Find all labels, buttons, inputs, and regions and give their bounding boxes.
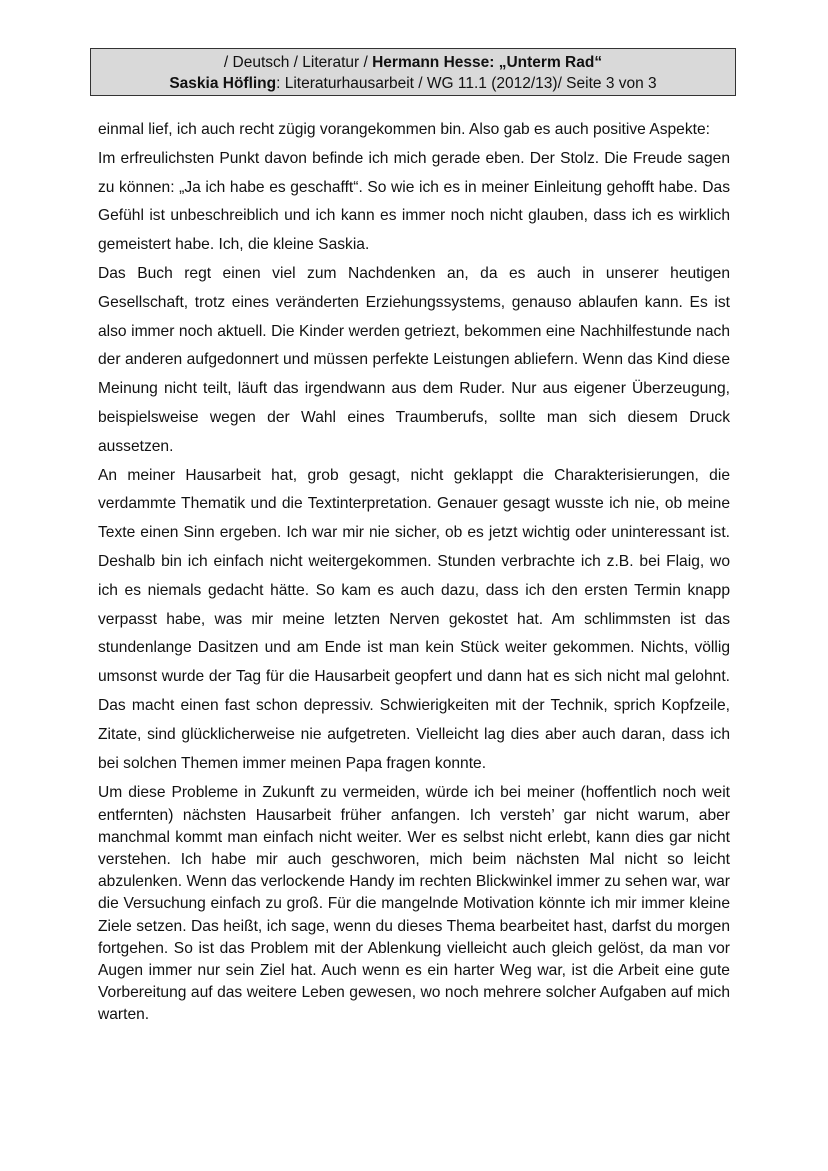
- header-subject: / Deutsch / Literatur /: [223, 54, 373, 71]
- header-line-1: [91, 52, 735, 73]
- paragraph-4: An meiner Hausarbeit hat, grob gesagt, nicht geklappt die Charakterisierungen, die verdammte Thematik und die Textinterpretation. Genauer gesagt wusste ich nie, ob meine Texte einen Sinn ergeben. Ich war mir nie sicher, ob es jetzt wichtig oder uninteressant ist. Deshalb bin ich einfach nicht weitergekommen. Stunden verbrachte ich z.B. bei Flaig, wo ich es niemals gedacht hätte. So kam es auch dazu, dass ich den ersten Termin knapp verpasst habe, was mir meine letzten Nerven gekostet hat. Am schlimmsten ist das stundenlange Dasitzen und am Ende ist man kein Stück weiter gekommen. Nichts, völlig umsonst wurde der Tag für die Hausarbeit geopfert und dann hat es sich nicht mal gelohnt. Das macht einen fast schon depressiv. Schwierigkeiten mit der Technik, sprich Kopfzeile, Zitate, sind glücklicherweise nie aufgetreten. Vielleicht lag dies aber auch daran, dass ich bei solchen Themen immer meinen Papa fragen konnte.: [98, 466, 730, 772]
- paragraph-5: Um diese Probleme in Zukunft zu vermeiden, würde ich bei meiner (hoffentlich noch weit entfernten) nächsten Hausarbeit früher anfangen. Ich versteh’ gar nicht warum, aber manchmal kommt man einfach nicht weiter. Wer es selbst nicht erlebt, kann dies gar nicht verstehen. Ich habe mir auch geschworen, mich beim nächsten Mal nicht so leicht abzulenken. Wenn das verlockende Handy im rechten Blickwinkel immer zu sehen war, war die Versuchung einfach zu groß. Für die mangelnde Motivation könnte ich mir immer kleine Ziele setzen. Das heißt, ich sage, wenn du dieses Thema bearbeitet hast, darfst du morgen fortgehen. So ist das Problem mit der Ablenkung vielleicht auch gleich gelöst, da man vor Augen immer nur sein Ziel hat. Auch wenn es ein harter Weg war, ist die Arbeit eine gute Vorbereitung auf das weitere Leben gewesen, wo noch mehrere solcher Aufgaben auf mich warten.: [98, 784, 730, 1024]
- page-header: [90, 48, 736, 96]
- paragraph-2: Im erfreulichsten Punkt davon befinde ich mich gerade eben. Der Stolz. Die Freude sagen zu können: „Ja ich habe es geschafft“. So wie ich es in meiner Einleitung gehofft habe. Das Gefühl ist unbeschreiblich und ich kann es immer noch nicht glauben, dass ich es wirklich gemeistert habe. Ich, die kleine Saskia.: [98, 149, 730, 254]
- body-text: [98, 116, 730, 1027]
- header-details: : Literaturhausarbeit / WG 11.1 (2012/13)/ Seite 3 von 3: [276, 75, 657, 92]
- header-book-title: Hermann Hesse: „Unterm Rad“: [372, 54, 603, 71]
- paragraph-1: einmal lief, ich auch recht zügig vorangekommen bin. Also gab es auch positive Aspekte:: [98, 121, 710, 138]
- header-line-2: [91, 73, 735, 94]
- header-author: Saskia Höfling: [169, 75, 277, 92]
- paragraph-3: Das Buch regt einen viel zum Nachdenken an, da es auch in unserer heutigen Gesellschaft, trotz eines veränderten Erziehungssystems, genauso ablaufen kann. Es ist also immer noch aktuell. Die Kinder werden getriezt, bekommen eine Nachhilfestunde nach der anderen aufgedonnert und müssen perfekte Leistungen abliefern. Wenn das Kind diese Meinung nicht teilt, läuft das irgendwann aus dem Ruder. Nur aus eigener Überzeugung, beispielsweise wegen der Wahl eines Traumberufs, sollte man sich diesem Druck aussetzen.: [98, 264, 730, 455]
